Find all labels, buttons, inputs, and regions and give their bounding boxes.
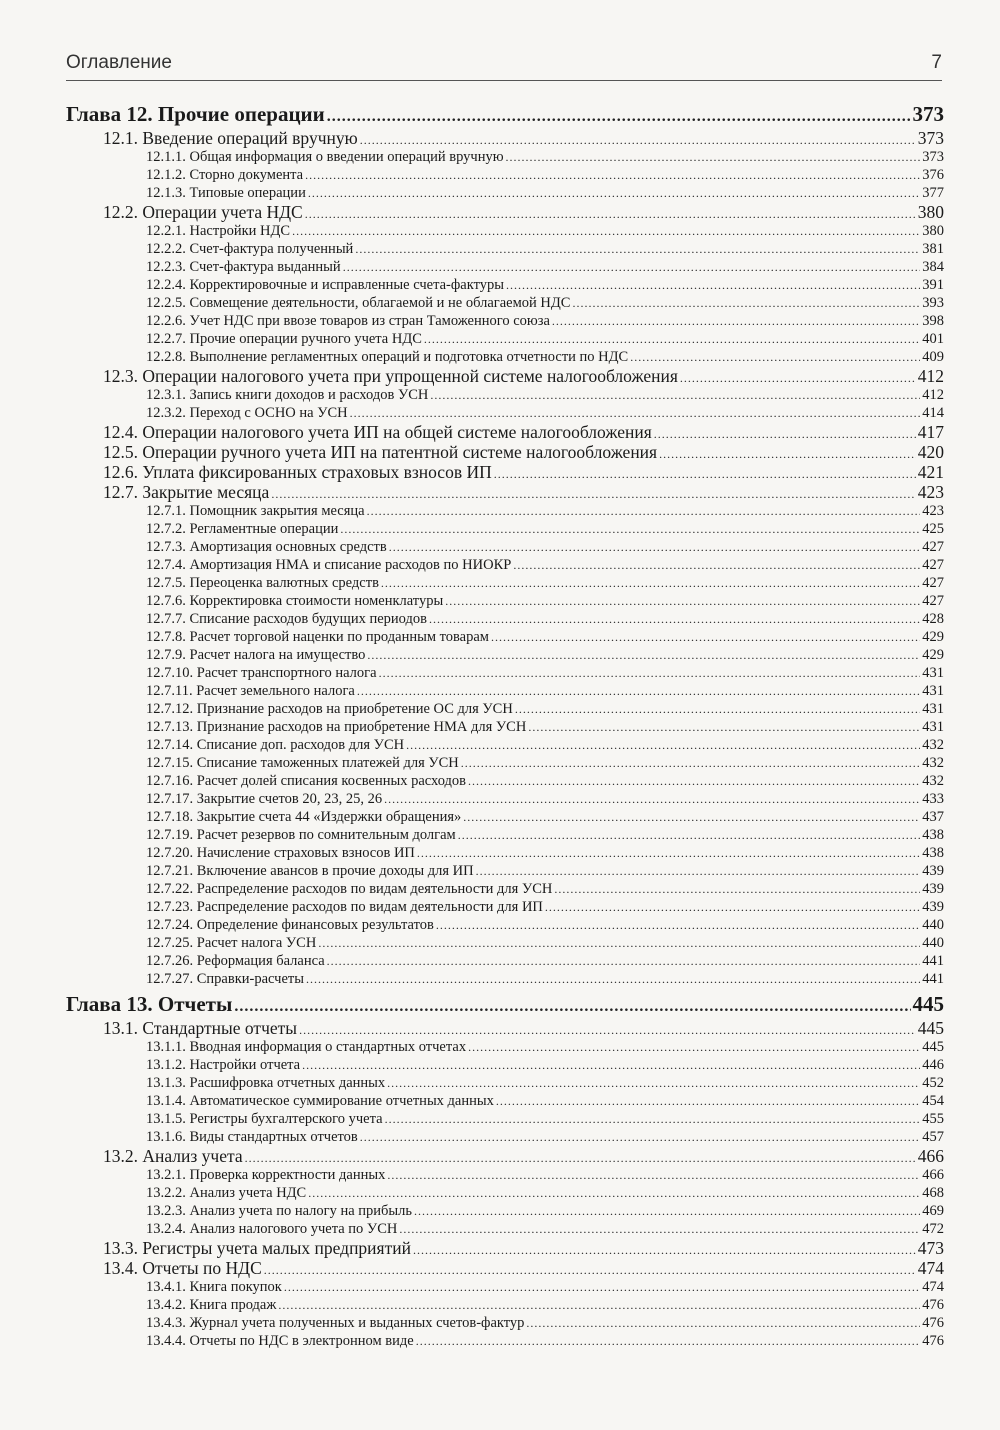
toc-entry-page: 452 xyxy=(922,1075,944,1091)
toc-entry-label: 12.7.21. Включение авансов в прочие доходы для ИП xyxy=(146,863,474,879)
subsection-entry xyxy=(66,772,944,790)
section-entry xyxy=(66,1146,944,1166)
subsection-entry xyxy=(66,258,944,276)
section-entry xyxy=(66,1018,944,1038)
toc-entry-label: 12.2. Операции учета НДС xyxy=(103,202,303,222)
toc-entry-label: 12.3.2. Переход с ОСНО на УСН xyxy=(146,405,348,421)
toc-entry-label: 12.7.4. Амортизация НМА и списание расходов по НИОКР xyxy=(146,557,512,573)
toc-entry-page: 431 xyxy=(922,701,944,717)
dot-leader xyxy=(463,808,920,826)
toc-entry-page: 440 xyxy=(922,917,944,933)
toc-entry-label: 12.7.11. Расчет земельного налога xyxy=(146,683,355,699)
dot-leader xyxy=(654,424,916,444)
dot-leader xyxy=(526,1314,920,1332)
toc-entry-page: 391 xyxy=(922,277,944,293)
toc-entry-page: 455 xyxy=(922,1111,944,1127)
toc-entry-label: 13.2. Анализ учета xyxy=(103,1146,243,1166)
dot-leader xyxy=(496,1092,920,1110)
toc-entry-label: 13.1. Стандартные отчеты xyxy=(103,1018,298,1038)
subsection-entry xyxy=(66,754,944,772)
subsection-entry xyxy=(66,664,944,682)
subsection-entry xyxy=(66,646,944,664)
toc-entry-page: 423 xyxy=(917,482,944,502)
subsection-entry xyxy=(66,1110,944,1128)
toc-entry-label: 13.2.1. Проверка корректности данных xyxy=(146,1167,386,1183)
dot-leader xyxy=(458,826,921,844)
dot-leader xyxy=(461,754,920,772)
toc-entry-label: 13.1.2. Настройки отчета xyxy=(146,1057,301,1073)
subsection-entry xyxy=(66,610,944,628)
toc-entry-page: 417 xyxy=(917,422,944,442)
toc-entry-page: 474 xyxy=(922,1279,944,1295)
toc-entry-page: 439 xyxy=(922,899,944,915)
toc-entry-page: 427 xyxy=(922,557,944,573)
subsection-entry xyxy=(66,808,944,826)
subsection-entry xyxy=(66,916,944,934)
toc-entry-label: 12.4. Операции налогового учета ИП на общей системе налогообложения xyxy=(103,422,652,442)
section-entry xyxy=(66,1238,944,1258)
toc-entry-page: 476 xyxy=(922,1333,944,1349)
toc-entry-label: 13.4. Отчеты по НДС xyxy=(103,1258,262,1278)
toc-entry-label: 13.2.2. Анализ учета НДС xyxy=(146,1185,307,1201)
dot-leader xyxy=(413,1240,916,1260)
dot-leader xyxy=(327,103,911,131)
toc-entry-label: 12.7.2. Регламентные операции xyxy=(146,521,339,537)
subsection-entry xyxy=(66,1038,944,1056)
dot-leader xyxy=(299,1020,916,1040)
toc-entry-page: 476 xyxy=(922,1315,944,1331)
toc-entry-page: 373 xyxy=(922,149,944,165)
toc-entry-page: 476 xyxy=(922,1297,944,1313)
toc-entry-page: 401 xyxy=(922,331,944,347)
dot-leader xyxy=(306,970,920,988)
subsection-entry xyxy=(66,970,944,988)
dot-leader xyxy=(528,718,920,736)
toc-entry-page: 441 xyxy=(922,953,944,969)
toc-entry-label: 12.7.10. Расчет транспортного налога xyxy=(146,665,377,681)
toc-entry-label: 12.7.1. Помощник закрытия месяца xyxy=(146,503,365,519)
running-head xyxy=(66,50,942,81)
section-entry xyxy=(66,422,944,442)
toc-entry-label: 13.4.3. Журнал учета полученных и выданных счетов-фактур xyxy=(146,1315,525,1331)
subsection-entry xyxy=(66,348,944,366)
toc-entry-page: 423 xyxy=(922,503,944,519)
dot-leader xyxy=(468,1038,920,1056)
toc-entry-label: 13.3. Регистры учета малых предприятий xyxy=(103,1238,411,1258)
toc-entry-page: 473 xyxy=(917,1238,944,1258)
dot-leader xyxy=(554,880,920,898)
toc-entry-label: 13.2.3. Анализ учета по налогу на прибыль xyxy=(146,1203,413,1219)
toc-entry-label: 12.7.7. Списание расходов будущих периодов xyxy=(146,611,427,627)
toc-entry-label: 12.7.12. Признание расходов на приобретение ОС для УСН xyxy=(146,701,513,717)
toc-entry-page: 441 xyxy=(922,971,944,987)
toc-entry-page: 425 xyxy=(922,521,944,537)
toc-entry-page: 380 xyxy=(922,223,944,239)
running-head-title: Оглавление xyxy=(66,52,172,73)
subsection-entry xyxy=(66,520,944,538)
toc-entry-label: 12.3.1. Запись книги доходов и расходов УСН xyxy=(146,387,429,403)
section-entry xyxy=(66,202,944,222)
dot-leader xyxy=(284,1278,920,1296)
dot-leader xyxy=(680,368,916,388)
toc-entry-label: 12.7.17. Закрытие счетов 20, 23, 25, 26 xyxy=(146,791,383,807)
dot-leader xyxy=(506,148,921,166)
toc-entry-label: 12.7.15. Списание таможенных платежей для УСН xyxy=(146,755,459,771)
toc-entry-label: 12.7.23. Распределение расходов по видам деятельности для ИП xyxy=(146,899,543,915)
toc-entry-page: 457 xyxy=(922,1129,944,1145)
toc-entry-label: 12.7. Закрытие месяца xyxy=(103,482,270,502)
toc-entry-page: 376 xyxy=(922,167,944,183)
section-entry xyxy=(66,1258,944,1278)
dot-leader xyxy=(384,790,920,808)
subsection-entry xyxy=(66,700,944,718)
subsection-entry xyxy=(66,1314,944,1332)
subsection-entry xyxy=(66,538,944,556)
toc-entry-page: 429 xyxy=(922,647,944,663)
subsection-entry xyxy=(66,1128,944,1146)
section-entry xyxy=(66,366,944,386)
toc-entry-page: 454 xyxy=(922,1093,944,1109)
toc-entry-page: 381 xyxy=(922,241,944,257)
toc-entry-page: 433 xyxy=(922,791,944,807)
toc-entry-page: 440 xyxy=(922,935,944,951)
toc-entry-page: 432 xyxy=(922,755,944,771)
subsection-entry xyxy=(66,184,944,202)
subsection-entry xyxy=(66,166,944,184)
subsection-entry xyxy=(66,1074,944,1092)
toc-entry-label: 12.7.20. Начисление страховых взносов ИП xyxy=(146,845,415,861)
toc-entry-page: 431 xyxy=(922,719,944,735)
dot-leader xyxy=(271,484,915,504)
dot-leader xyxy=(327,952,921,970)
dot-leader xyxy=(424,330,920,348)
toc-entry-label: 13.4.1. Книга покупок xyxy=(146,1279,282,1295)
subsection-entry xyxy=(66,502,944,520)
dot-leader xyxy=(343,258,921,276)
dot-leader xyxy=(292,222,920,240)
toc-entry-page: 421 xyxy=(917,462,944,482)
dot-leader xyxy=(387,1166,920,1184)
dot-leader xyxy=(414,1202,920,1220)
toc-entry-label: 12.7.6. Корректировка стоимости номенклатуры xyxy=(146,593,444,609)
toc-entry-label: 12.2.5. Совмещение деятельности, облагаемой и не облагаемой НДС xyxy=(146,295,571,311)
subsection-entry xyxy=(66,718,944,736)
dot-leader xyxy=(367,502,921,520)
toc-entry-page: 431 xyxy=(922,665,944,681)
toc-entry-page: 420 xyxy=(917,442,944,462)
toc-entry-label: 12.2.8. Выполнение регламентных операций и подготовка отчетности по НДС xyxy=(146,349,629,365)
section-entry xyxy=(66,442,944,462)
toc-entry-page: 468 xyxy=(922,1185,944,1201)
dot-leader xyxy=(545,898,920,916)
toc-entry-label: 12.7.13. Признание расходов на приобретение НМА для УСН xyxy=(146,719,527,735)
dot-leader xyxy=(234,993,910,1021)
subsection-entry xyxy=(66,736,944,754)
dot-leader xyxy=(429,610,920,628)
toc-entry-label: 12.2.3. Счет-фактура выданный xyxy=(146,259,341,275)
dot-leader xyxy=(308,184,920,202)
dot-leader xyxy=(552,312,920,330)
subsection-entry xyxy=(66,952,944,970)
toc-entry-label: 12.7.9. Расчет налога на имущество xyxy=(146,647,366,663)
dot-leader xyxy=(515,700,920,718)
toc-entry-page: 439 xyxy=(922,863,944,879)
toc-entry-page: 466 xyxy=(922,1167,944,1183)
toc-entry-label: 12.7.19. Расчет резервов по сомнительным долгам xyxy=(146,827,456,843)
toc-entry-label: 12.7.22. Распределение расходов по видам деятельности для УСН xyxy=(146,881,553,897)
dot-leader xyxy=(381,574,920,592)
toc-entry-page: 427 xyxy=(922,593,944,609)
toc-entry-label: 12.5. Операции ручного учета ИП на патентной системе налогообложения xyxy=(103,442,658,462)
toc-entry-label: 12.7.16. Расчет долей списания косвенных расходов xyxy=(146,773,467,789)
toc-entry-page: 438 xyxy=(922,845,944,861)
subsection-entry xyxy=(66,898,944,916)
subsection-entry xyxy=(66,556,944,574)
subsection-entry xyxy=(66,386,944,404)
subsection-entry xyxy=(66,240,944,258)
toc-entry-page: 398 xyxy=(922,313,944,329)
subsection-entry xyxy=(66,1278,944,1296)
subsection-entry xyxy=(66,330,944,348)
toc-entry-page: 393 xyxy=(922,295,944,311)
dot-leader xyxy=(659,444,916,464)
subsection-entry xyxy=(66,294,944,312)
toc-entry-label: 12.7.18. Закрытие счета 44 «Издержки обращения» xyxy=(146,809,462,825)
subsection-entry xyxy=(66,1220,944,1238)
dot-leader xyxy=(245,1148,916,1168)
toc-entry-label: 13.1.1. Вводная информация о стандартных отчетах xyxy=(146,1039,467,1055)
toc-entry-label: 12.7.3. Амортизация основных средств xyxy=(146,539,387,555)
subsection-entry xyxy=(66,1296,944,1314)
toc-entry-page: 432 xyxy=(922,737,944,753)
dot-leader xyxy=(367,646,920,664)
dot-leader xyxy=(357,682,920,700)
toc-entry-page: 474 xyxy=(917,1258,944,1278)
section-entry xyxy=(66,462,944,482)
subsection-entry xyxy=(66,790,944,808)
toc-entry-page: 466 xyxy=(917,1146,944,1166)
toc-entry-page: 428 xyxy=(922,611,944,627)
dot-leader xyxy=(318,934,920,952)
toc-entry-page: 412 xyxy=(917,366,944,386)
subsection-entry xyxy=(66,934,944,952)
subsection-entry xyxy=(66,682,944,700)
toc-entry-label: 13.1.4. Автоматическое суммирование отчетных данных xyxy=(146,1093,494,1109)
toc-entry-label: 13.1.6. Виды стандартных отчетов xyxy=(146,1129,358,1145)
toc-entry-label: 12.2.4. Корректировочные и исправленные счета-фактуры xyxy=(146,277,504,293)
toc-entry-page: 472 xyxy=(922,1221,944,1237)
toc-entry-label: 13.1.3. Расшифровка отчетных данных xyxy=(146,1075,386,1091)
dot-leader xyxy=(430,386,920,404)
chapter-entry xyxy=(66,100,944,128)
dot-leader xyxy=(305,204,916,224)
toc-entry-page: 439 xyxy=(922,881,944,897)
dot-leader xyxy=(491,628,920,646)
dot-leader xyxy=(350,404,921,422)
dot-leader xyxy=(436,916,920,934)
subsection-entry xyxy=(66,1166,944,1184)
toc-entry-label: 12.6. Уплата фиксированных страховых взносов ИП xyxy=(103,462,492,482)
toc-entry-label: 12.2.2. Счет-фактура полученный xyxy=(146,241,354,257)
dot-leader xyxy=(389,538,921,556)
toc-entry-page: 409 xyxy=(922,349,944,365)
dot-leader xyxy=(305,166,920,184)
toc-entry-label: 12.7.14. Списание доп. расходов для УСН xyxy=(146,737,405,753)
subsection-entry xyxy=(66,404,944,422)
subsection-entry xyxy=(66,1332,944,1350)
dot-leader xyxy=(360,1128,920,1146)
dot-leader xyxy=(416,1332,921,1350)
toc-entry-label: 12.1.1. Общая информация о введении операций вручную xyxy=(146,149,504,165)
toc-entry-page: 373 xyxy=(917,128,944,148)
table-of-contents xyxy=(66,100,944,1350)
subsection-entry xyxy=(66,1092,944,1110)
toc-entry-page: 414 xyxy=(922,405,944,421)
dot-leader xyxy=(379,664,921,682)
dot-leader xyxy=(417,844,920,862)
toc-entry-page: 446 xyxy=(922,1057,944,1073)
toc-entry-label: 12.3. Операции налогового учета при упрощенной системе налогообложения xyxy=(103,366,678,386)
subsection-entry xyxy=(66,276,944,294)
subsection-entry xyxy=(66,592,944,610)
dot-leader xyxy=(406,736,920,754)
toc-entry-label: Глава 13. Отчеты xyxy=(66,992,233,1016)
subsection-entry xyxy=(66,148,944,166)
toc-entry-label: 12.2.7. Прочие операции ручного учета НДС xyxy=(146,331,422,347)
toc-entry-label: 13.2.4. Анализ налогового учета по УСН xyxy=(146,1221,398,1237)
dot-leader xyxy=(264,1260,916,1280)
section-entry xyxy=(66,482,944,502)
dot-leader xyxy=(278,1296,920,1314)
dot-leader xyxy=(302,1056,920,1074)
toc-entry-page: 469 xyxy=(922,1203,944,1219)
page-number: 7 xyxy=(931,52,942,73)
toc-entry-page: 427 xyxy=(922,539,944,555)
dot-leader xyxy=(445,592,920,610)
dot-leader xyxy=(399,1220,920,1238)
toc-entry-page: 438 xyxy=(922,827,944,843)
toc-entry-page: 373 xyxy=(912,102,944,126)
dot-leader xyxy=(308,1184,920,1202)
toc-entry-label: 12.1.2. Сторно документа xyxy=(146,167,304,183)
toc-entry-label: 12.2.6. Учет НДС при ввозе товаров из стран Таможенного союза xyxy=(146,313,550,329)
dot-leader xyxy=(476,862,921,880)
dot-leader xyxy=(468,772,920,790)
toc-entry-page: 412 xyxy=(922,387,944,403)
toc-entry-label: 12.7.26. Реформация баланса xyxy=(146,953,325,969)
subsection-entry xyxy=(66,1202,944,1220)
subsection-entry xyxy=(66,862,944,880)
toc-entry-page: 377 xyxy=(922,185,944,201)
toc-entry-label: 12.1. Введение операций вручную xyxy=(103,128,358,148)
toc-entry-page: 380 xyxy=(917,202,944,222)
subsection-entry xyxy=(66,826,944,844)
toc-entry-page: 437 xyxy=(922,809,944,825)
toc-entry-label: 12.2.1. Настройки НДС xyxy=(146,223,291,239)
subsection-entry xyxy=(66,1056,944,1074)
toc-entry-label: 13.4.2. Книга продаж xyxy=(146,1297,277,1313)
toc-entry-page: 432 xyxy=(922,773,944,789)
dot-leader xyxy=(385,1110,921,1128)
subsection-entry xyxy=(66,628,944,646)
toc-entry-label: 13.1.5. Регистры бухгалтерского учета xyxy=(146,1111,383,1127)
toc-entry-label: 12.7.27. Справки-расчеты xyxy=(146,971,304,987)
toc-entry-page: 445 xyxy=(922,1039,944,1055)
dot-leader xyxy=(513,556,920,574)
toc-entry-label: Глава 12. Прочие операции xyxy=(66,102,325,126)
dot-leader xyxy=(340,520,920,538)
subsection-entry xyxy=(66,574,944,592)
dot-leader xyxy=(572,294,920,312)
toc-entry-label: 13.4.4. Отчеты по НДС в электронном виде xyxy=(146,1333,414,1349)
toc-entry-page: 429 xyxy=(922,629,944,645)
subsection-entry xyxy=(66,312,944,330)
toc-entry-label: 12.1.3. Типовые операции xyxy=(146,185,306,201)
subsection-entry xyxy=(66,880,944,898)
toc-entry-page: 445 xyxy=(917,1018,944,1038)
dot-leader xyxy=(355,240,920,258)
toc-entry-label: 12.7.24. Определение финансовых результатов xyxy=(146,917,434,933)
dot-leader xyxy=(506,276,920,294)
subsection-entry xyxy=(66,1184,944,1202)
toc-entry-page: 427 xyxy=(922,575,944,591)
toc-entry-label: 12.7.5. Переоценка валютных средств xyxy=(146,575,379,591)
toc-entry-page: 384 xyxy=(922,259,944,275)
dot-leader xyxy=(494,464,916,484)
subsection-entry xyxy=(66,222,944,240)
toc-entry-label: 12.7.8. Расчет торговой наценки по проданным товарам xyxy=(146,629,489,645)
dot-leader xyxy=(360,130,916,150)
toc-entry-page: 445 xyxy=(912,992,944,1016)
toc-entry-page: 431 xyxy=(922,683,944,699)
toc-entry-label: 12.7.25. Расчет налога УСН xyxy=(146,935,317,951)
dot-leader xyxy=(387,1074,920,1092)
chapter-entry xyxy=(66,990,944,1018)
dot-leader xyxy=(630,348,920,366)
section-entry xyxy=(66,128,944,148)
subsection-entry xyxy=(66,844,944,862)
